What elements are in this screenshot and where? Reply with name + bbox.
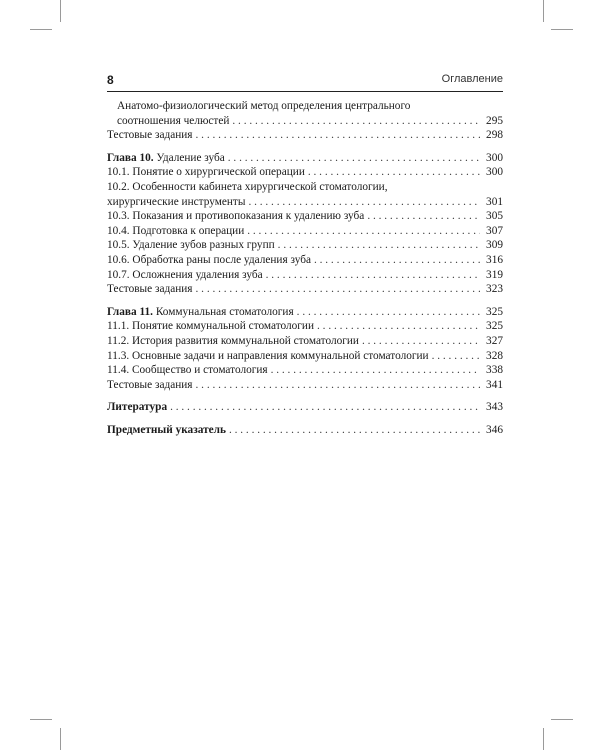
dot-leader [308, 165, 480, 180]
toc-entry[interactable] [107, 128, 503, 143]
crop-mark-top-left-v [60, 0, 61, 22]
toc-entry[interactable] [107, 253, 503, 268]
toc-entry[interactable] [107, 282, 503, 297]
toc-entry-page: 298 [486, 129, 503, 142]
toc-entry-page: 338 [486, 364, 503, 377]
crop-mark-bottom-left-v [60, 728, 61, 750]
toc-entry-title: 10.5. Удаление зубов разных групп [107, 239, 275, 252]
toc-entry[interactable] [107, 165, 503, 180]
running-title: Оглавление [441, 73, 503, 85]
toc-entry-page: 300 [486, 151, 503, 164]
toc-chapter-11 [107, 305, 503, 393]
toc-entry-page: 319 [486, 268, 503, 281]
toc-entry-page: 316 [486, 253, 503, 266]
dot-leader [170, 400, 480, 415]
crop-mark-bottom-right-h [551, 719, 573, 720]
toc-entry-title: 11.4. Сообщество и стоматология [107, 364, 268, 377]
toc-index-block [107, 423, 503, 438]
toc-entry[interactable] [107, 334, 503, 349]
dot-leader [314, 253, 480, 268]
toc-entry-page: 301 [486, 195, 503, 208]
toc-intro-block [107, 99, 503, 143]
toc-entry-page: 341 [486, 378, 503, 391]
toc-entry-title: 10.1. Понятие о хирургической операции [107, 166, 305, 179]
toc-entry-page: 328 [486, 349, 503, 362]
toc-entry-page: 343 [486, 401, 503, 414]
dot-leader [362, 334, 480, 349]
toc-entry-title: 10.7. Осложнения удаления зуба [107, 268, 263, 281]
toc-entry-page: 295 [486, 114, 503, 127]
toc-entry-page: 323 [486, 283, 503, 296]
dot-leader [266, 268, 480, 283]
toc-entry[interactable] [107, 238, 503, 253]
dot-leader [271, 363, 480, 378]
dot-leader [367, 209, 480, 224]
dot-leader [229, 423, 480, 438]
chapter-number: Глава 11. [107, 305, 153, 318]
crop-mark-bottom-left-h [30, 719, 52, 720]
crop-mark-top-right-v [543, 0, 544, 22]
crop-mark-top-left-h [30, 29, 52, 30]
toc-entry-title: Тестовые задания [107, 129, 193, 142]
toc-entry[interactable] [107, 319, 503, 334]
page-number: 8 [107, 73, 114, 87]
toc-entry-page: 325 [486, 305, 503, 318]
toc-entry-page: 305 [486, 210, 503, 223]
toc-entry-title: хирургические инструменты [107, 195, 246, 208]
toc-entry-title: 10.6. Обработка раны после удаления зуба [107, 253, 311, 266]
toc-entry-first-line: Анатомо-физиологический метод определения центрального [117, 100, 411, 112]
toc-entry-page: 307 [486, 224, 503, 237]
header-rule [107, 91, 503, 92]
dot-leader [196, 282, 480, 297]
toc-entry-page: 300 [486, 166, 503, 179]
toc-entry-title: соотношения челюстей [117, 114, 230, 127]
toc-entry[interactable] [107, 195, 503, 210]
toc-entry-title: Тестовые задания [107, 378, 193, 391]
toc-chapter-heading[interactable] [107, 151, 503, 166]
toc-chapter-10 [107, 151, 503, 297]
toc-entry[interactable] [107, 209, 503, 224]
toc-entry-page: 327 [486, 334, 503, 347]
toc-entry-index[interactable] [107, 423, 503, 438]
toc-chapter-heading[interactable] [107, 305, 503, 320]
toc-entry-title: 10.3. Показания и противопоказания к удалению зуба [107, 210, 365, 223]
dot-leader [278, 238, 480, 253]
dot-leader [317, 319, 480, 334]
dot-leader [232, 114, 480, 129]
toc-entry-title: Предметный указатель [107, 423, 226, 436]
dot-leader [432, 349, 480, 364]
toc-entry-page: 346 [486, 423, 503, 436]
dot-leader [196, 378, 480, 393]
dot-leader [248, 195, 480, 210]
toc-entry[interactable] [107, 224, 503, 239]
chapter-title: Удаление зуба [156, 151, 225, 164]
toc-entry[interactable] [107, 378, 503, 393]
crop-mark-bottom-right-v [543, 728, 544, 750]
toc-entry-title: 10.4. Подготовка к операции [107, 224, 245, 237]
toc-entry-page: 309 [486, 239, 503, 252]
table-of-contents [107, 99, 503, 445]
toc-entry-title: 11.2. История развития коммунальной стоматологии [107, 334, 359, 347]
toc-entry-literature[interactable] [107, 400, 503, 415]
dot-leader [297, 305, 480, 320]
toc-entry[interactable] [107, 268, 503, 283]
chapter-number: Глава 10. [107, 151, 154, 164]
chapter-title: Коммунальная стоматология [155, 305, 294, 318]
dot-leader [196, 128, 480, 143]
toc-entry-title: 11.3. Основные задачи и направления коммунальной стоматологии [107, 349, 429, 362]
toc-entry-first-line: 10.2. Особенности кабинета хирургической стоматологии, [107, 180, 388, 193]
page-header [107, 73, 503, 89]
toc-literature-block [107, 400, 503, 415]
dot-leader [247, 224, 480, 239]
toc-entry-title: Литература [107, 401, 168, 414]
toc-entry-page: 325 [486, 320, 503, 333]
crop-mark-top-right-h [551, 29, 573, 30]
toc-entry[interactable] [107, 363, 503, 378]
toc-entry-title: Тестовые задания [107, 283, 193, 296]
toc-entry[interactable] [107, 349, 503, 364]
dot-leader [228, 151, 480, 166]
toc-entry-title: 11.1. Понятие коммунальной стоматологии [107, 320, 315, 333]
toc-entry[interactable] [107, 114, 503, 129]
